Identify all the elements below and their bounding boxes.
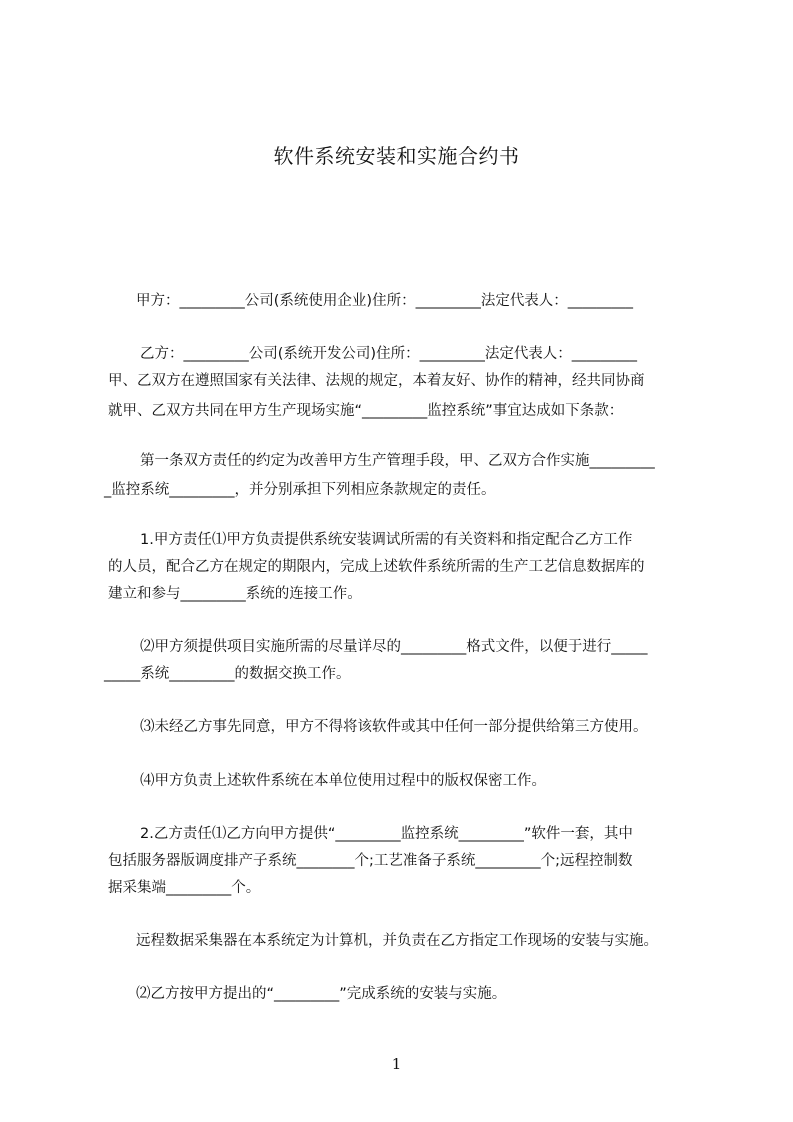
party-b-duty-2: ⑵乙方按甲方提出的“_________”完成系统的安装与实施。 — [136, 986, 507, 1002]
party-a-duty-line-1: 1.甲方责任⑴甲方负责提供系统安装调试所需的有关资料和指定配合乙方工作 — [140, 532, 633, 548]
article-1-line-2: _监控系统_________，并分别承担下列相应条款规定的责任。 — [104, 482, 496, 498]
party-a-line: 甲方：_________公司(系统使用企业)住所：_________法定代表人：_________ — [136, 293, 634, 309]
preamble-line-2: 就甲、乙双方共同在甲方生产现场实施“_________监控系统”事宜达成如下条款： — [108, 403, 624, 419]
page-number: 1 — [391, 1055, 402, 1073]
article-1-line-1: 第一条双方责任的约定为改善甲方生产管理手段，甲、乙双方合作实施_________ — [140, 453, 655, 469]
party-a-duty-4: ⑷甲方负责上述软件系统在本单位使用过程中的版权保密工作。 — [140, 773, 546, 789]
party-b-duty-line-2: 包括服务器版调度排产子系统________个;工艺准备子系统_________个;远程控制数 — [108, 853, 633, 869]
party-a-duty-line-3: 建立和参与_________系统的连接工作。 — [108, 586, 362, 602]
party-b-line: 乙方：_________公司(系统开发公司)住所：_________法定代表人：_________ — [140, 346, 638, 362]
party-a-duty-2-line-2: _____系统_________的数据交换工作。 — [104, 666, 351, 682]
party-b-duty-line-1: 2.乙方责任⑴乙方向甲方提供“_________监控系统_________”软件一套，其中 — [140, 826, 633, 842]
remote-collector-line: 远程数据采集器在本系统定为计算机，并负责在乙方指定工作现场的安装与实施。 — [136, 933, 658, 949]
party-a-duty-3: ⑶未经乙方事先同意，甲方不得将该软件或其中任何一部分提供给第三方使用。 — [140, 719, 648, 735]
preamble-line-1: 甲、乙双方在遵照国家有关法律、法规的规定，本着友好、协作的精神，经共同协商 — [108, 373, 645, 389]
document-title: 软件系统安装和实施合约书 — [273, 144, 520, 168]
party-b-duty-line-3: 据采集端_________个。 — [108, 880, 261, 896]
party-a-duty-2-line-1: ⑵甲方须提供项目实施所需的尽量详尽的_________格式文件，以便于进行_____ — [140, 639, 648, 655]
party-a-duty-line-2: 的人员，配合乙方在规定的期限内，完成上述软件系统所需的生产工艺信息数据库的 — [108, 559, 645, 575]
